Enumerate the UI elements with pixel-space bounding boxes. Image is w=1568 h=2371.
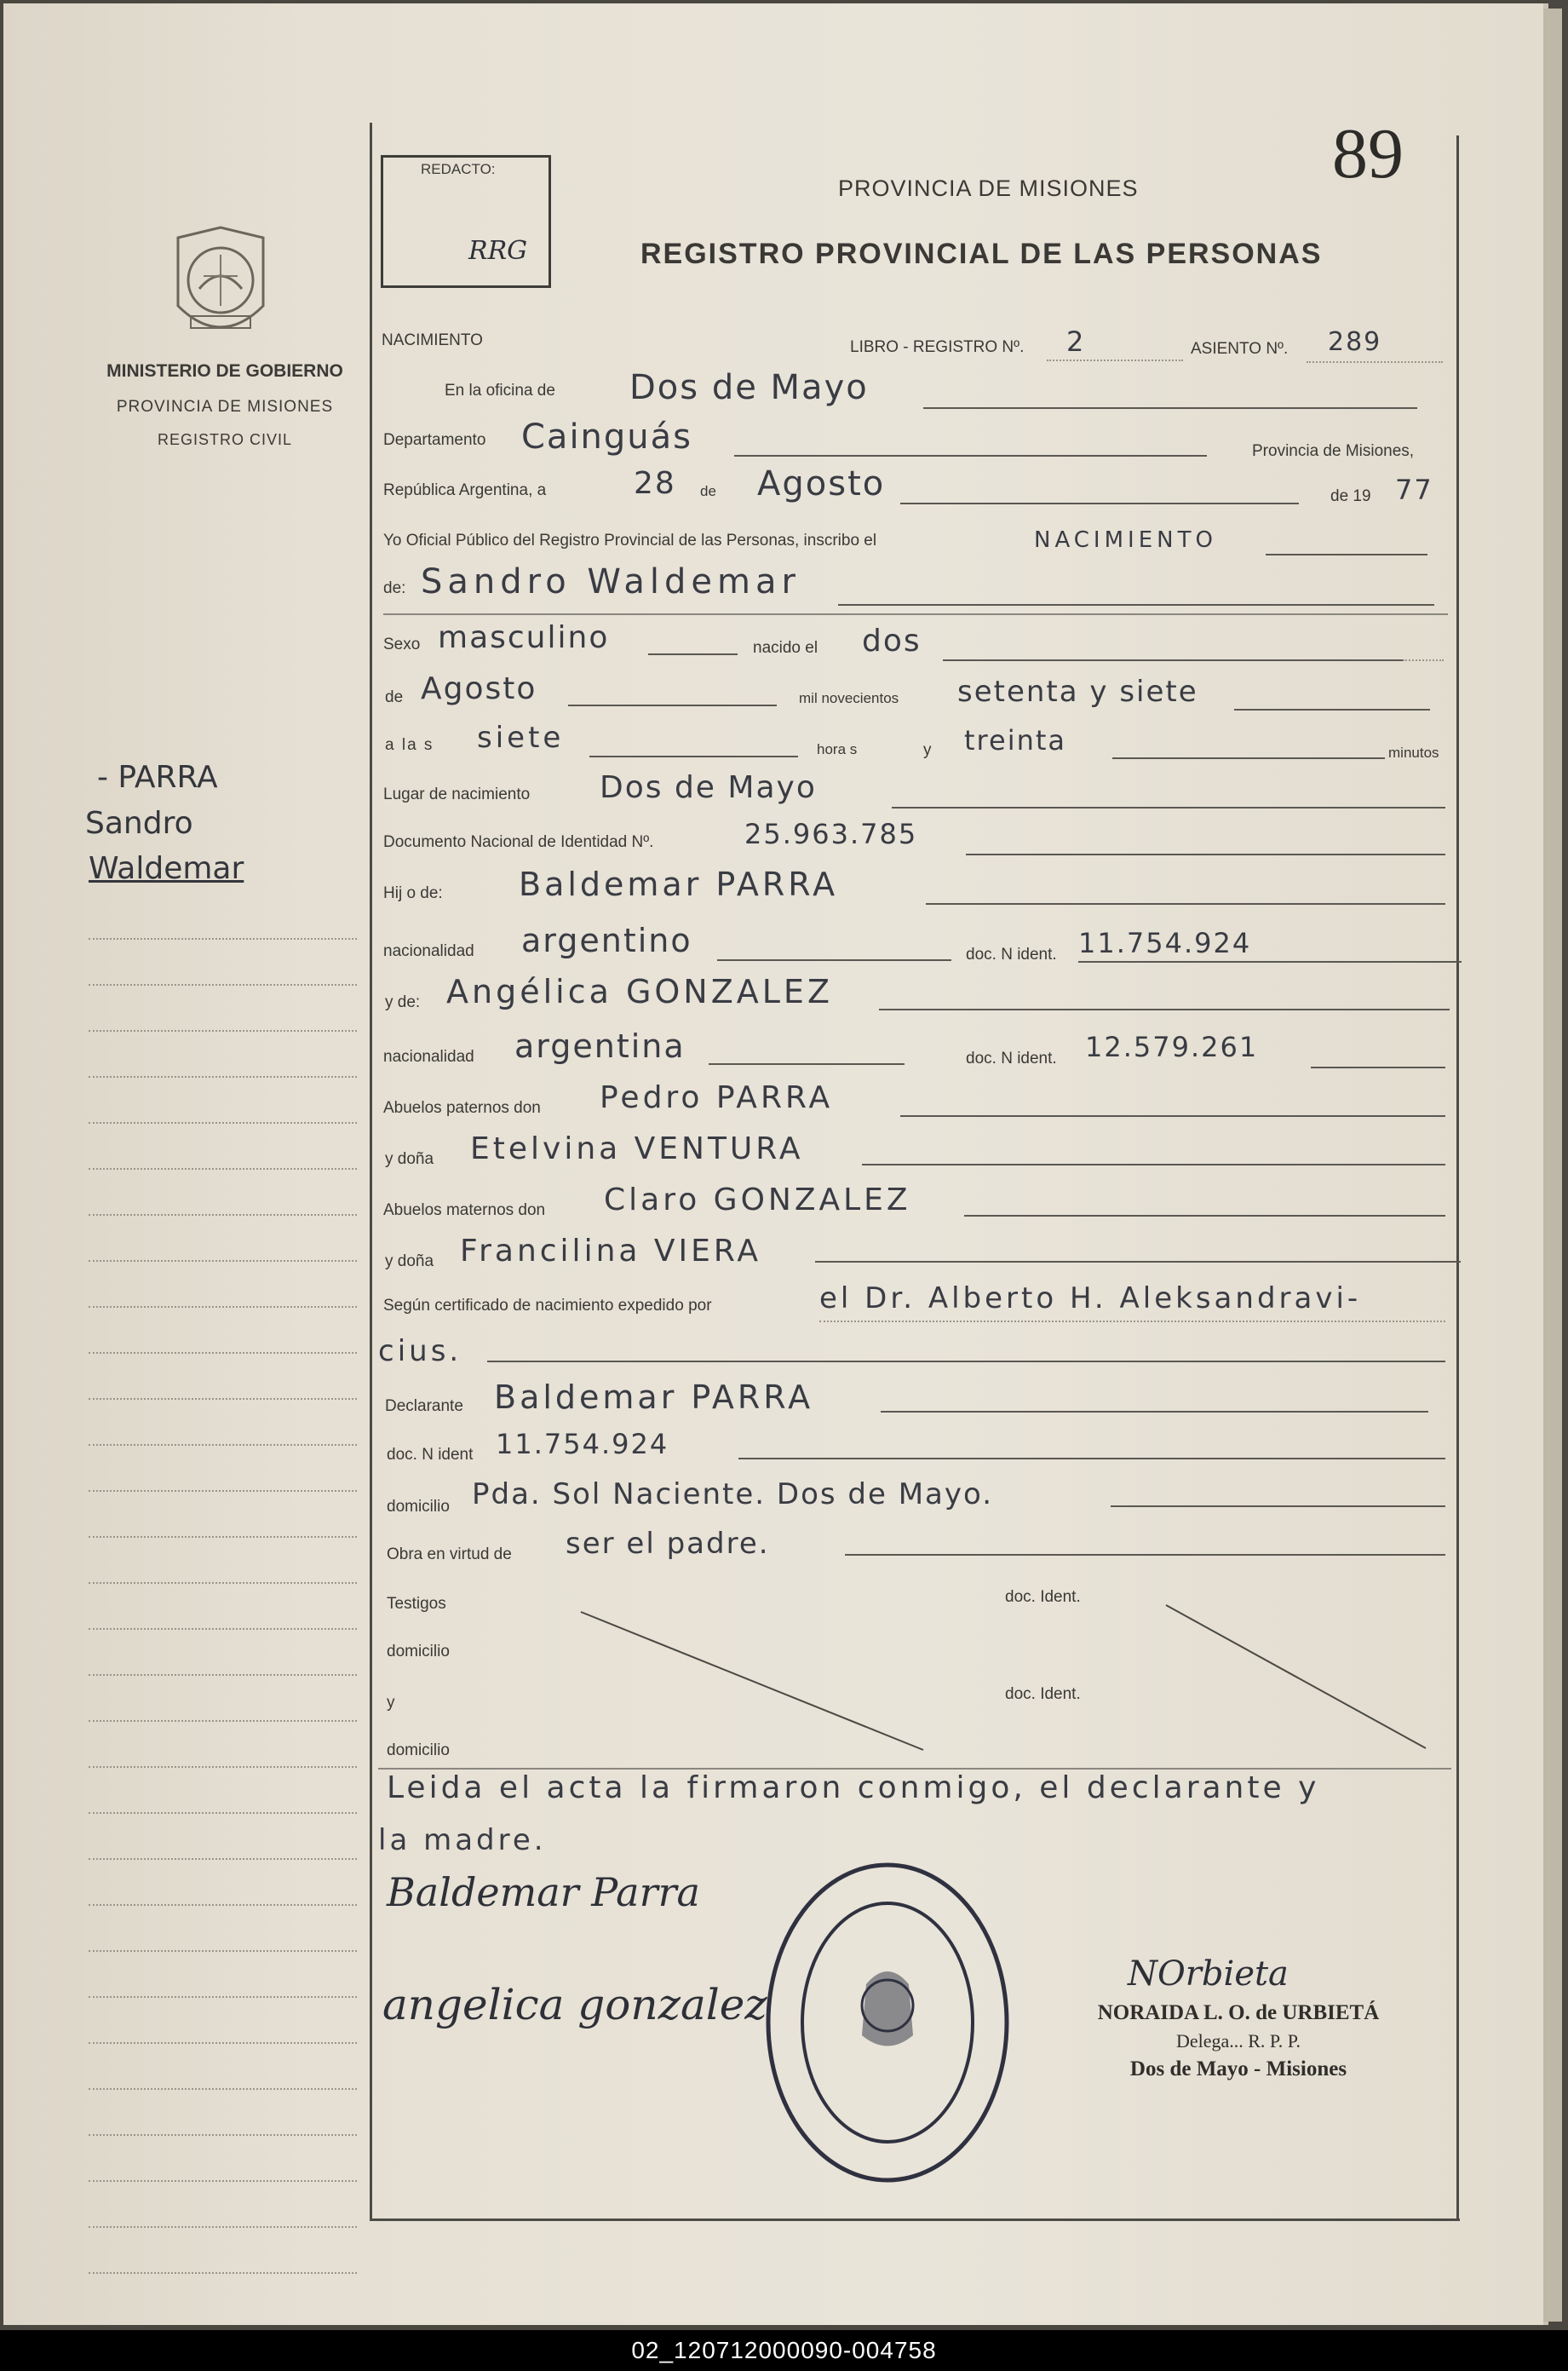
declarante-label: Declarante bbox=[385, 1397, 463, 1415]
anio-label: de 19 bbox=[1330, 487, 1371, 505]
departamento-value: Cainguás bbox=[521, 417, 692, 457]
abuelo-pat-value: Pedro PARRA bbox=[600, 1080, 834, 1115]
libro-label: LIBRO - REGISTRO Nº. bbox=[850, 338, 1025, 356]
mil-label: mil novecientos bbox=[799, 690, 899, 706]
declarante-signature: Baldemar Parra bbox=[387, 1869, 700, 1915]
sexo-value: masculino bbox=[438, 620, 610, 655]
abuela-mat-value: Francilina VIERA bbox=[460, 1234, 762, 1269]
notary-name: NORAIDA L. O. de URBIETÁ bbox=[1097, 2001, 1380, 2024]
redacto-initials: RRG bbox=[468, 236, 528, 266]
certificado-line-2: cius. bbox=[378, 1334, 462, 1368]
decl-doc-label: doc. N ident bbox=[387, 1446, 474, 1464]
madre-doc-label: doc. N ident. bbox=[966, 1050, 1057, 1068]
oficina-value: Dos de Mayo bbox=[629, 368, 869, 407]
province-heading: PROVINCIA DE MISIONES bbox=[838, 176, 1139, 201]
asiento-value: 289 bbox=[1328, 327, 1382, 357]
anio-value: 77 bbox=[1395, 474, 1433, 506]
oficial-text: Yo Oficial Público del Registro Provincial de las Personas, inscribo el bbox=[383, 532, 877, 550]
domicilio-label: domicilio bbox=[387, 1498, 450, 1516]
testigo2-doc-label: doc. Ident. bbox=[1005, 1685, 1081, 1703]
padre-doc-value: 11.754.924 bbox=[1078, 927, 1252, 959]
testigo2-domicilio-label: domicilio bbox=[387, 1741, 450, 1759]
sexo-label: Sexo bbox=[383, 636, 421, 653]
ministry-title: MINISTERIO DE GOBIERNO bbox=[106, 361, 343, 381]
minutos-label: minutos bbox=[1388, 745, 1439, 761]
asiento-label: ASIENTO Nº. bbox=[1191, 340, 1289, 358]
madre-nac-value: argentina bbox=[514, 1027, 686, 1065]
domicilio-value: Pda. Sol Naciente. Dos de Mayo. bbox=[472, 1477, 994, 1511]
hijo-label: Hij o de: bbox=[383, 884, 443, 902]
madre-value: Angélica GONZALEZ bbox=[446, 973, 833, 1010]
testigo1-doc-label: doc. Ident. bbox=[1005, 1588, 1081, 1606]
page-edge bbox=[1543, 9, 1562, 2322]
abuela-pat-value: Etelvina VENTURA bbox=[470, 1131, 804, 1166]
republica-label: República Argentina, a bbox=[383, 481, 547, 499]
document-page bbox=[3, 3, 1548, 2325]
hora-value: siete bbox=[477, 721, 565, 755]
abuela-pat-label: y doña bbox=[385, 1150, 434, 1168]
certificado-line-1: el Dr. Alberto H. Aleksandravi- bbox=[819, 1281, 1362, 1315]
fecha-de-label: de bbox=[700, 483, 716, 499]
padre-value: Baldemar PARRA bbox=[519, 866, 839, 903]
testigo1-domicilio-label: domicilio bbox=[387, 1643, 450, 1660]
minutos-value: treinta bbox=[964, 724, 1067, 757]
padre-doc-label: doc. N ident. bbox=[966, 946, 1057, 964]
fecha-mes: Agosto bbox=[757, 464, 886, 504]
madre-signature: angelica gonzalez bbox=[382, 1980, 767, 2029]
record-type-label: NACIMIENTO bbox=[382, 331, 483, 349]
fecha-dia: 28 bbox=[634, 466, 676, 501]
madre-label: y de: bbox=[385, 993, 421, 1011]
ab-mat-label: Abuelos maternos don bbox=[383, 1201, 546, 1219]
madre-doc-value: 12.579.261 bbox=[1085, 1031, 1259, 1063]
declarante-doc-value: 11.754.924 bbox=[496, 1428, 669, 1460]
acto-value: NACIMIENTO bbox=[1034, 527, 1217, 553]
departamento-label: Departamento bbox=[383, 431, 486, 449]
oficina-label: En la oficina de bbox=[445, 382, 555, 400]
nacido-de-label: de bbox=[385, 688, 404, 706]
provincia-suffix: Provincia de Misiones, bbox=[1252, 442, 1415, 460]
obra-value: ser el padre. bbox=[566, 1527, 770, 1561]
redacto-label: REDACTO: bbox=[421, 161, 496, 177]
folio-number: 89 bbox=[1332, 114, 1404, 193]
margin-name-second: Waldemar bbox=[89, 851, 244, 886]
obra-label: Obra en virtud de bbox=[387, 1545, 512, 1563]
padre-nac-value: argentino bbox=[521, 922, 692, 959]
madre-nac-label: nacionalidad bbox=[383, 1048, 474, 1066]
leida-line-1: Leida el acta la firmaron conmigo, el declarante y bbox=[387, 1770, 1320, 1805]
abuela-mat-label: y doña bbox=[385, 1252, 434, 1270]
nacido-anio-value: setenta y siete bbox=[957, 675, 1198, 709]
y-label: y bbox=[923, 741, 932, 759]
dni-label: Documento Nacional de Identidad Nº. bbox=[383, 833, 654, 851]
testigo2-y-label: y bbox=[387, 1694, 395, 1712]
ministry-province: PROVINCIA DE MISIONES bbox=[116, 398, 334, 416]
registry-title: REGISTRO PROVINCIAL DE LAS PERSONAS bbox=[640, 238, 1323, 270]
oficial-signature: NOrbieta bbox=[1128, 1954, 1289, 1994]
ab-pat-label: Abuelos paternos don bbox=[383, 1099, 541, 1117]
declarante-value: Baldemar PARRA bbox=[494, 1378, 814, 1416]
dni-value: 25.963.785 bbox=[744, 818, 918, 850]
nacido-label: nacido el bbox=[753, 639, 818, 657]
nacido-dia-value: dos bbox=[862, 624, 922, 659]
nombre-value: Sandro Waldemar bbox=[421, 562, 801, 601]
notary-role: Delega... R. P. P. bbox=[1175, 2030, 1301, 2052]
notary-place: Dos de Mayo - Misiones bbox=[1129, 2057, 1347, 2080]
abuelo-mat-value: Claro GONZALEZ bbox=[604, 1183, 911, 1217]
nacido-mes-value: Agosto bbox=[421, 671, 537, 706]
ministry-registry: REGISTRO CIVIL bbox=[157, 431, 293, 448]
libro-value: 2 bbox=[1066, 325, 1086, 358]
registry-stamp-icon bbox=[760, 1856, 1015, 2189]
lugar-value: Dos de Mayo bbox=[600, 770, 817, 805]
padre-nac-label: nacionalidad bbox=[383, 942, 474, 960]
leida-line-2: la madre. bbox=[378, 1823, 547, 1857]
certificado-label: Según certificado de nacimiento expedido por bbox=[383, 1297, 712, 1315]
margin-name-first: Sandro bbox=[85, 806, 193, 841]
nombre-label: de: bbox=[383, 579, 406, 597]
horas-label: hora s bbox=[817, 741, 858, 757]
notary-block bbox=[1077, 2001, 1400, 2081]
lugar-label: Lugar de nacimiento bbox=[383, 786, 531, 803]
margin-name-surname: - PARRA bbox=[97, 760, 218, 795]
alas-label: a la s bbox=[385, 736, 434, 754]
image-caption: 02_120712000090-004758 bbox=[0, 2330, 1568, 2371]
testigos-label: Testigos bbox=[387, 1595, 446, 1613]
